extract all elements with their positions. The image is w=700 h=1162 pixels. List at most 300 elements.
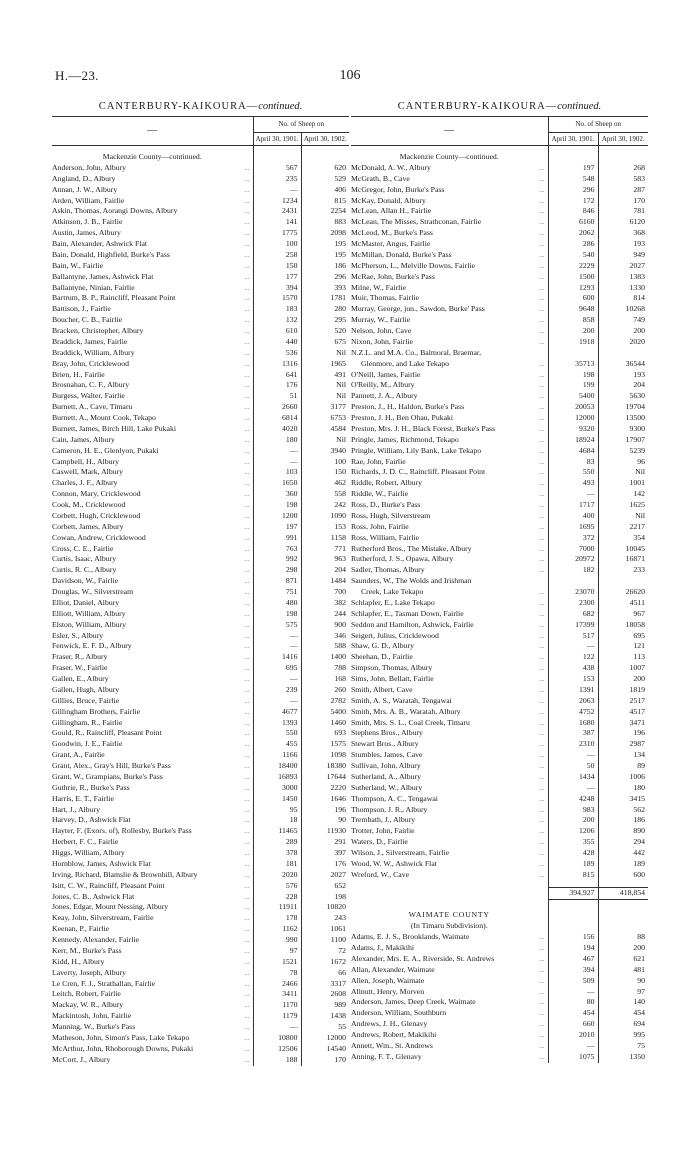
holder-name: Cowan, Andrew, Cricklewood bbox=[52, 532, 146, 542]
sheep-1901: 80 bbox=[548, 997, 598, 1008]
sheep-1901: 5400 bbox=[548, 391, 598, 402]
leader-dots: ... bbox=[244, 185, 250, 194]
sheep-1901: 992 bbox=[253, 554, 301, 565]
leader-dots: ... bbox=[539, 424, 545, 433]
sheep-1901: 454 bbox=[548, 1008, 598, 1019]
table-row bbox=[52, 663, 349, 674]
nza-name-line2: Glenmore, and Lake Tekapo bbox=[361, 358, 449, 368]
sheep-1901: 1434 bbox=[548, 772, 598, 783]
leader-dots: ... bbox=[244, 664, 250, 673]
sheep-1902: 562 bbox=[598, 805, 648, 816]
table-row bbox=[351, 761, 648, 772]
holder-name: Connon, Mary, Cricklewood bbox=[52, 489, 141, 499]
table-row bbox=[351, 467, 648, 478]
holder-name: McGregor, John, Burke's Pass bbox=[351, 184, 445, 194]
table-row bbox=[52, 424, 349, 435]
holder-name: Braddick, William, Albury bbox=[52, 347, 135, 357]
sheep-1901: 517 bbox=[548, 631, 598, 642]
table-row bbox=[52, 228, 349, 239]
sheep-1901: 16893 bbox=[253, 772, 301, 783]
leader-dots: ... bbox=[539, 446, 545, 455]
sheep-1902: 406 bbox=[301, 185, 349, 196]
leader-dots: ... bbox=[539, 718, 545, 727]
table-row bbox=[52, 641, 349, 652]
table-row bbox=[52, 217, 349, 228]
sheep-1901: 1695 bbox=[548, 522, 598, 533]
holder-name: Pannett, J. A., Albury bbox=[351, 391, 418, 401]
sheep-1902: 2027 bbox=[301, 870, 349, 881]
table-row bbox=[351, 620, 648, 631]
holder-name: Cook, M., Cricklewood bbox=[52, 500, 126, 509]
holder-name: Hart, J., Albury bbox=[52, 804, 101, 814]
holder-name: Rutherford, J. S., Opawa, Albury bbox=[351, 554, 454, 564]
table-row bbox=[52, 489, 349, 500]
sheep-1901: 198 bbox=[253, 609, 301, 620]
leader-dots: ... bbox=[539, 740, 545, 749]
table-row bbox=[351, 685, 648, 696]
holder-name: Anderson, John, Albury bbox=[52, 162, 127, 172]
leader-dots: ... bbox=[539, 1052, 545, 1061]
sheep-1901: — bbox=[548, 750, 598, 761]
leader-dots: ... bbox=[244, 479, 250, 488]
table-row bbox=[351, 987, 648, 998]
holder-name: Elliott, William, Albury bbox=[52, 608, 126, 618]
sheep-1902: 200 bbox=[598, 943, 648, 954]
sheep-1901: 1650 bbox=[253, 478, 301, 489]
holder-name: Andrews, J. H., Glenavy bbox=[351, 1019, 428, 1029]
table-row bbox=[351, 206, 648, 217]
leader-dots: ... bbox=[539, 1020, 545, 1029]
holder-name: Allen, Joseph, Waimate bbox=[351, 975, 425, 985]
sheep-1901: — bbox=[548, 489, 598, 500]
table-row bbox=[52, 272, 349, 283]
sheep-1902: 89 bbox=[598, 761, 648, 772]
holder-name: Preston, Mrs. J. H., Black Forest, Burke's Pass bbox=[351, 423, 496, 433]
leader-dots: ... bbox=[244, 859, 250, 868]
table-row bbox=[52, 979, 349, 990]
table-row bbox=[52, 370, 349, 381]
table-row bbox=[52, 707, 349, 718]
holder-name: Brien, H., Fairlie bbox=[52, 369, 105, 379]
sheep-1901: 18 bbox=[253, 815, 301, 826]
leader-dots: ... bbox=[244, 1044, 250, 1053]
sheep-1901: 17399 bbox=[548, 620, 598, 631]
total-1902: 418,854 bbox=[598, 887, 648, 899]
table-row bbox=[351, 424, 648, 435]
table-row bbox=[52, 185, 349, 196]
holder-name: Askin, Thomas, Aorangi Downs, Albury bbox=[52, 206, 178, 216]
holder-name: Gallen, Hugh, Albury bbox=[52, 684, 120, 694]
leader-dots: ... bbox=[244, 163, 250, 172]
holder-name: Bray, John, Cricklewood bbox=[52, 358, 129, 368]
table-row bbox=[351, 750, 648, 761]
holder-name: Gillingham Brothers, Fairlie bbox=[52, 706, 141, 716]
sheep-1902: Nil bbox=[598, 467, 648, 478]
sheep-1901: 4248 bbox=[548, 794, 598, 805]
sheep-1901: 51 bbox=[253, 391, 301, 402]
leader-dots: ... bbox=[244, 174, 250, 183]
holder-name: Battison, J., Fairlie bbox=[52, 304, 111, 314]
sheep-1902: 491 bbox=[301, 370, 349, 381]
leader-dots: ... bbox=[539, 174, 545, 183]
sheep-1902: 195 bbox=[301, 250, 349, 261]
sheep-1901: 182 bbox=[548, 565, 598, 576]
sheep-1901: 1075 bbox=[548, 1052, 598, 1063]
holder-name: Grant, W., Grampians, Burke's Pass bbox=[52, 771, 163, 781]
leader-dots: ... bbox=[539, 272, 545, 281]
holder-name: Preston, J., H., Haldon, Burke's Pass bbox=[351, 402, 465, 412]
sheep-1901: 2010 bbox=[548, 1030, 598, 1041]
leader-dots: ... bbox=[244, 1033, 250, 1042]
leader-dots: ... bbox=[244, 424, 250, 433]
leader-dots: ... bbox=[244, 261, 250, 270]
holder-name: Ross, William, Fairlie bbox=[351, 532, 420, 542]
sheep-1902: 2027 bbox=[598, 261, 648, 272]
leader-dots: ... bbox=[539, 294, 545, 303]
leader-dots: ... bbox=[539, 772, 545, 781]
sheep-1902: 66 bbox=[301, 968, 349, 979]
leader-dots: ... bbox=[539, 653, 545, 662]
sheep-1901: 1775 bbox=[253, 228, 301, 239]
sheep-1901: 438 bbox=[548, 663, 598, 674]
holder-name: Fenwick, E. F. D., Albury bbox=[52, 641, 132, 651]
table-row bbox=[52, 348, 349, 359]
sheep-1901: 132 bbox=[253, 315, 301, 326]
table-row bbox=[351, 533, 648, 544]
sheep-1902: 17644 bbox=[301, 772, 349, 783]
sheep-1901: 394 bbox=[548, 965, 598, 976]
holder-name: McCort, J., Albury bbox=[52, 1054, 111, 1064]
leader-dots: ... bbox=[539, 229, 545, 238]
table-row bbox=[351, 976, 648, 987]
table-row bbox=[351, 609, 648, 620]
leader-dots: ... bbox=[539, 522, 545, 531]
sheep-1901: 360 bbox=[253, 489, 301, 500]
sheep-1902: 90 bbox=[598, 976, 648, 987]
table-row bbox=[351, 826, 648, 837]
sheep-1902: 1090 bbox=[301, 511, 349, 522]
sheep-1902: 890 bbox=[598, 826, 648, 837]
sheep-1902: 193 bbox=[598, 239, 648, 250]
table-row bbox=[52, 174, 349, 185]
sheep-1901: 1170 bbox=[253, 1000, 301, 1011]
sheep-1902: 196 bbox=[598, 728, 648, 739]
table-row bbox=[52, 402, 349, 413]
table-row bbox=[52, 728, 349, 739]
sheep-1902: 2987 bbox=[598, 739, 648, 750]
leader-dots: ... bbox=[539, 337, 545, 346]
holder-name: Smith, Mrs. A. B., Waratah, Albury bbox=[351, 706, 461, 716]
sheep-1901: 20053 bbox=[548, 402, 598, 413]
holder-name: Bain, Alexander, Ashwick Flat bbox=[52, 239, 148, 248]
sheep-1901: 1570 bbox=[253, 293, 301, 304]
leader-dots: ... bbox=[244, 762, 250, 770]
sheep-1901: 846 bbox=[548, 206, 598, 217]
table-row bbox=[351, 326, 648, 337]
sheep-1902: 18380 bbox=[301, 761, 349, 772]
table-row bbox=[52, 859, 349, 870]
sheep-1902: 96 bbox=[598, 457, 648, 468]
sheep-1902: 142 bbox=[598, 489, 648, 500]
sheep-1902: 695 bbox=[598, 631, 648, 642]
sheep-1902: 189 bbox=[598, 859, 648, 870]
waimate-title: WAIMATE COUNTY bbox=[408, 910, 490, 920]
leader-dots: ... bbox=[539, 609, 545, 618]
leader-dots: ... bbox=[244, 903, 250, 912]
holder-name: Alexander, Mrs. E. A., Riverside, St. Andrews bbox=[351, 953, 495, 963]
sheep-1901: 156 bbox=[548, 932, 598, 943]
leader-dots: ... bbox=[539, 392, 545, 401]
holder-name: Harvey, D., Ashwick Flat bbox=[52, 815, 131, 825]
sheep-1902: 170 bbox=[301, 1055, 349, 1066]
sheep-1902: 233 bbox=[598, 565, 648, 576]
leader-dots: ... bbox=[244, 403, 250, 412]
right-header-group: No. of Sheep on bbox=[548, 117, 648, 133]
leader-dots: ... bbox=[539, 1031, 545, 1039]
holder-name: Schlapfer, E., Tasman Down, Fairlie bbox=[351, 608, 464, 618]
table-row bbox=[52, 391, 349, 402]
table-row bbox=[351, 380, 648, 391]
table-row bbox=[351, 391, 648, 402]
sheep-1901: 1521 bbox=[253, 957, 301, 968]
sheep-1902: 90 bbox=[301, 815, 349, 826]
sheep-1902: 442 bbox=[598, 848, 648, 859]
sheep-1901: 189 bbox=[548, 859, 598, 870]
sheep-1901: 3000 bbox=[253, 783, 301, 794]
table-row bbox=[52, 892, 349, 903]
table-row bbox=[351, 1008, 648, 1019]
table-row bbox=[52, 696, 349, 707]
holder-name: Stewart Bros., Albury bbox=[351, 739, 419, 749]
leader-dots: ... bbox=[539, 163, 545, 172]
holder-name: Milne, W., Fairlie bbox=[351, 282, 406, 292]
nza-row-2: Glenmore, and Lake Tekapo ... 35713 36544 bbox=[351, 359, 648, 370]
sheep-1901: 4020 bbox=[253, 424, 301, 435]
holder-name: Curtis, Isaac, Albury bbox=[52, 554, 117, 564]
sheep-1902: 382 bbox=[301, 598, 349, 609]
table-row bbox=[351, 457, 648, 468]
sheep-1902: 291 bbox=[301, 837, 349, 848]
table-row bbox=[52, 837, 349, 848]
sheep-1902: 900 bbox=[301, 620, 349, 631]
leader-dots: ... bbox=[244, 392, 250, 401]
table-row bbox=[351, 511, 648, 522]
table-row bbox=[351, 489, 648, 500]
sheep-1902: 2098 bbox=[301, 228, 349, 239]
left-header-group: No. of Sheep on bbox=[253, 117, 349, 133]
sheep-1902: 153 bbox=[301, 522, 349, 533]
sheep-1902: 749 bbox=[598, 315, 648, 326]
leader-dots: ... bbox=[539, 490, 545, 499]
leader-dots: ... bbox=[539, 1009, 545, 1018]
leader-dots: ... bbox=[244, 979, 250, 988]
sheep-1902: 4517 bbox=[598, 707, 648, 718]
table-row bbox=[52, 848, 349, 859]
leader-dots: ... bbox=[244, 892, 250, 901]
table-row bbox=[52, 609, 349, 620]
right-header-1901: April 30, 1901. bbox=[548, 132, 598, 146]
sheep-1901: 1166 bbox=[253, 750, 301, 761]
table-row bbox=[351, 239, 648, 250]
leader-dots: ... bbox=[244, 327, 250, 335]
holder-name: Jones, C. B., Ashwick Flat bbox=[52, 891, 135, 901]
holder-name: Ross, John, Fairlie bbox=[351, 521, 409, 531]
table-row bbox=[52, 1033, 349, 1044]
sheep-1901: 100 bbox=[253, 239, 301, 250]
sheep-1902: 883 bbox=[301, 217, 349, 228]
leader-dots: ... bbox=[539, 696, 545, 705]
leader-dots: ... bbox=[539, 544, 545, 553]
table-row bbox=[351, 663, 648, 674]
sheep-1902: 1625 bbox=[598, 500, 648, 511]
holder-name: Hayter, F. (Exors. of), Rollesby, Burke's Pass bbox=[52, 826, 192, 836]
holder-name: Annett, Wm., St. Andrews bbox=[351, 1040, 433, 1050]
table-row bbox=[351, 674, 648, 685]
sheep-1902: 150 bbox=[301, 467, 349, 478]
table-row bbox=[351, 598, 648, 609]
left-section-title: Mackenzie County—continued. bbox=[102, 152, 202, 161]
holder-name: Adams, E. J. S., Brooklands, Waimate bbox=[351, 932, 470, 942]
sheep-1901: — bbox=[548, 987, 598, 998]
sheep-1902: 675 bbox=[301, 337, 349, 348]
holder-name: Gillingham, R., Fairlie bbox=[52, 717, 123, 727]
table-row bbox=[52, 772, 349, 783]
table-row bbox=[351, 805, 648, 816]
sheep-1902: 788 bbox=[301, 663, 349, 674]
holder-name: Esler, S., Albury bbox=[52, 630, 104, 640]
table-row bbox=[52, 304, 349, 315]
holder-name: Sutherland, A., Albury bbox=[351, 771, 421, 781]
table-row bbox=[351, 272, 648, 283]
sheep-1902: 354 bbox=[598, 533, 648, 544]
table-row bbox=[351, 997, 648, 1008]
sheep-1901: 198 bbox=[253, 500, 301, 511]
table-row bbox=[52, 293, 349, 304]
page-number: 106 bbox=[339, 68, 361, 83]
sheep-1901: 2300 bbox=[548, 598, 598, 609]
sheep-1901: 610 bbox=[253, 326, 301, 337]
sheep-1902: 243 bbox=[301, 913, 349, 924]
holder-name: Laverty, Joseph, Albury bbox=[52, 967, 126, 977]
sheep-1902: 2254 bbox=[301, 206, 349, 217]
sheep-1901: 991 bbox=[253, 533, 301, 544]
table-row bbox=[351, 815, 648, 826]
table-row bbox=[52, 739, 349, 750]
sheep-1901: 540 bbox=[548, 250, 598, 261]
table-row bbox=[351, 1041, 648, 1052]
table-row bbox=[52, 957, 349, 968]
sheep-1902: 1330 bbox=[598, 283, 648, 294]
leader-dots: ... bbox=[244, 783, 250, 792]
sheep-1902: 1460 bbox=[301, 718, 349, 729]
holder-name: Campbell, H., Albury bbox=[52, 456, 119, 466]
holder-name: Sutherland, W., Albury bbox=[351, 782, 423, 792]
holder-name: McKay, Donald, Albury bbox=[351, 195, 426, 205]
leader-dots: ... bbox=[539, 976, 545, 985]
holder-name: Goodwin, J. E., Fairlie bbox=[52, 739, 123, 749]
leader-dots: ... bbox=[539, 954, 545, 963]
holder-name: Caswell, Mark, Albury bbox=[52, 467, 124, 477]
sheep-1901: 6160 bbox=[548, 217, 598, 228]
sheep-1902: 1819 bbox=[598, 685, 648, 696]
table-row bbox=[52, 750, 349, 761]
sheep-1901: 1500 bbox=[548, 272, 598, 283]
leader-dots: ... bbox=[244, 653, 250, 662]
sheep-1902: 17907 bbox=[598, 435, 648, 446]
holder-name: Bain, Donald, Highfield, Burke's Pass bbox=[52, 249, 170, 259]
right-heading: CANTERBURY-KAIKOURA—continued. bbox=[397, 101, 602, 112]
sheep-1902: 620 bbox=[301, 163, 349, 174]
leader-dots: ... bbox=[539, 370, 545, 379]
table-row bbox=[351, 870, 648, 881]
sheep-1901: 200 bbox=[548, 326, 598, 337]
holder-name: Preston, J. H., Ben Ohau, Pukaki bbox=[351, 413, 454, 422]
sheep-1902: 296 bbox=[301, 272, 349, 283]
sheep-1902: 113 bbox=[598, 652, 648, 663]
sheep-1902: 397 bbox=[301, 848, 349, 859]
leader-dots: ... bbox=[539, 729, 545, 738]
sheep-1901: 9320 bbox=[548, 424, 598, 435]
holder-name: Brosnahan, C. F., Albury bbox=[52, 380, 130, 390]
holder-name: Corbett, James, Albury bbox=[52, 521, 124, 531]
sheep-1902: 1007 bbox=[598, 663, 648, 674]
table-row bbox=[351, 794, 648, 805]
sheep-1902: 529 bbox=[301, 174, 349, 185]
sheep-1901: 198 bbox=[548, 370, 598, 381]
sheep-1901: 6814 bbox=[253, 413, 301, 424]
sheep-1901: 2660 bbox=[253, 402, 301, 413]
leader-dots: ... bbox=[244, 196, 250, 205]
holder-name: Smith, Mrs. S. L., Coal Creek, Timaru bbox=[351, 717, 470, 727]
sheep-1902: 995 bbox=[598, 1030, 648, 1041]
leader-dots: ... bbox=[244, 849, 250, 857]
leader-dots: ... bbox=[244, 718, 250, 727]
sheep-1901: 2466 bbox=[253, 979, 301, 990]
leader-dots: ... bbox=[244, 511, 250, 520]
leader-dots: ... bbox=[244, 1023, 250, 1031]
holder-name: Waters, D., Fairlie bbox=[351, 837, 408, 847]
sheep-1902: 558 bbox=[301, 489, 349, 500]
leader-dots: ... bbox=[539, 707, 545, 716]
sheep-1902: 11930 bbox=[301, 826, 349, 837]
sheep-1901: — bbox=[548, 783, 598, 794]
table-row bbox=[52, 522, 349, 533]
holder-name: Pringle, James, Richmond, Tekapo bbox=[351, 434, 459, 444]
leader-dots: ... bbox=[539, 870, 545, 879]
table-row bbox=[351, 446, 648, 457]
holder-name: Higgs, William, Albury bbox=[52, 848, 125, 857]
holder-name: Rutherford Bros., The Mistake, Albury bbox=[351, 543, 472, 553]
sheep-1902: 10820 bbox=[301, 902, 349, 913]
leader-dots: ... bbox=[244, 522, 250, 531]
sheep-1902: 2608 bbox=[301, 989, 349, 1000]
sheep-1901: 4752 bbox=[548, 707, 598, 718]
holder-name: McArthur, John, Rhoborough Downs, Pukaki bbox=[52, 1043, 194, 1053]
holder-name: Atkinson, J. B., Fairlie bbox=[52, 217, 123, 227]
sheep-1901: 394 bbox=[253, 283, 301, 294]
leader-dots: ... bbox=[539, 783, 545, 792]
leader-dots: ... bbox=[244, 838, 250, 847]
leader-dots: ... bbox=[539, 620, 545, 629]
sheep-1902: 1158 bbox=[301, 533, 349, 544]
table-row bbox=[351, 250, 648, 261]
sheep-1902: 268 bbox=[598, 163, 648, 174]
sheep-1901: 10800 bbox=[253, 1033, 301, 1044]
sheep-1901: 172 bbox=[548, 196, 598, 207]
sheep-1901: 11911 bbox=[253, 902, 301, 913]
sheep-1901: 1179 bbox=[253, 1011, 301, 1022]
leader-dots: ... bbox=[539, 816, 545, 825]
